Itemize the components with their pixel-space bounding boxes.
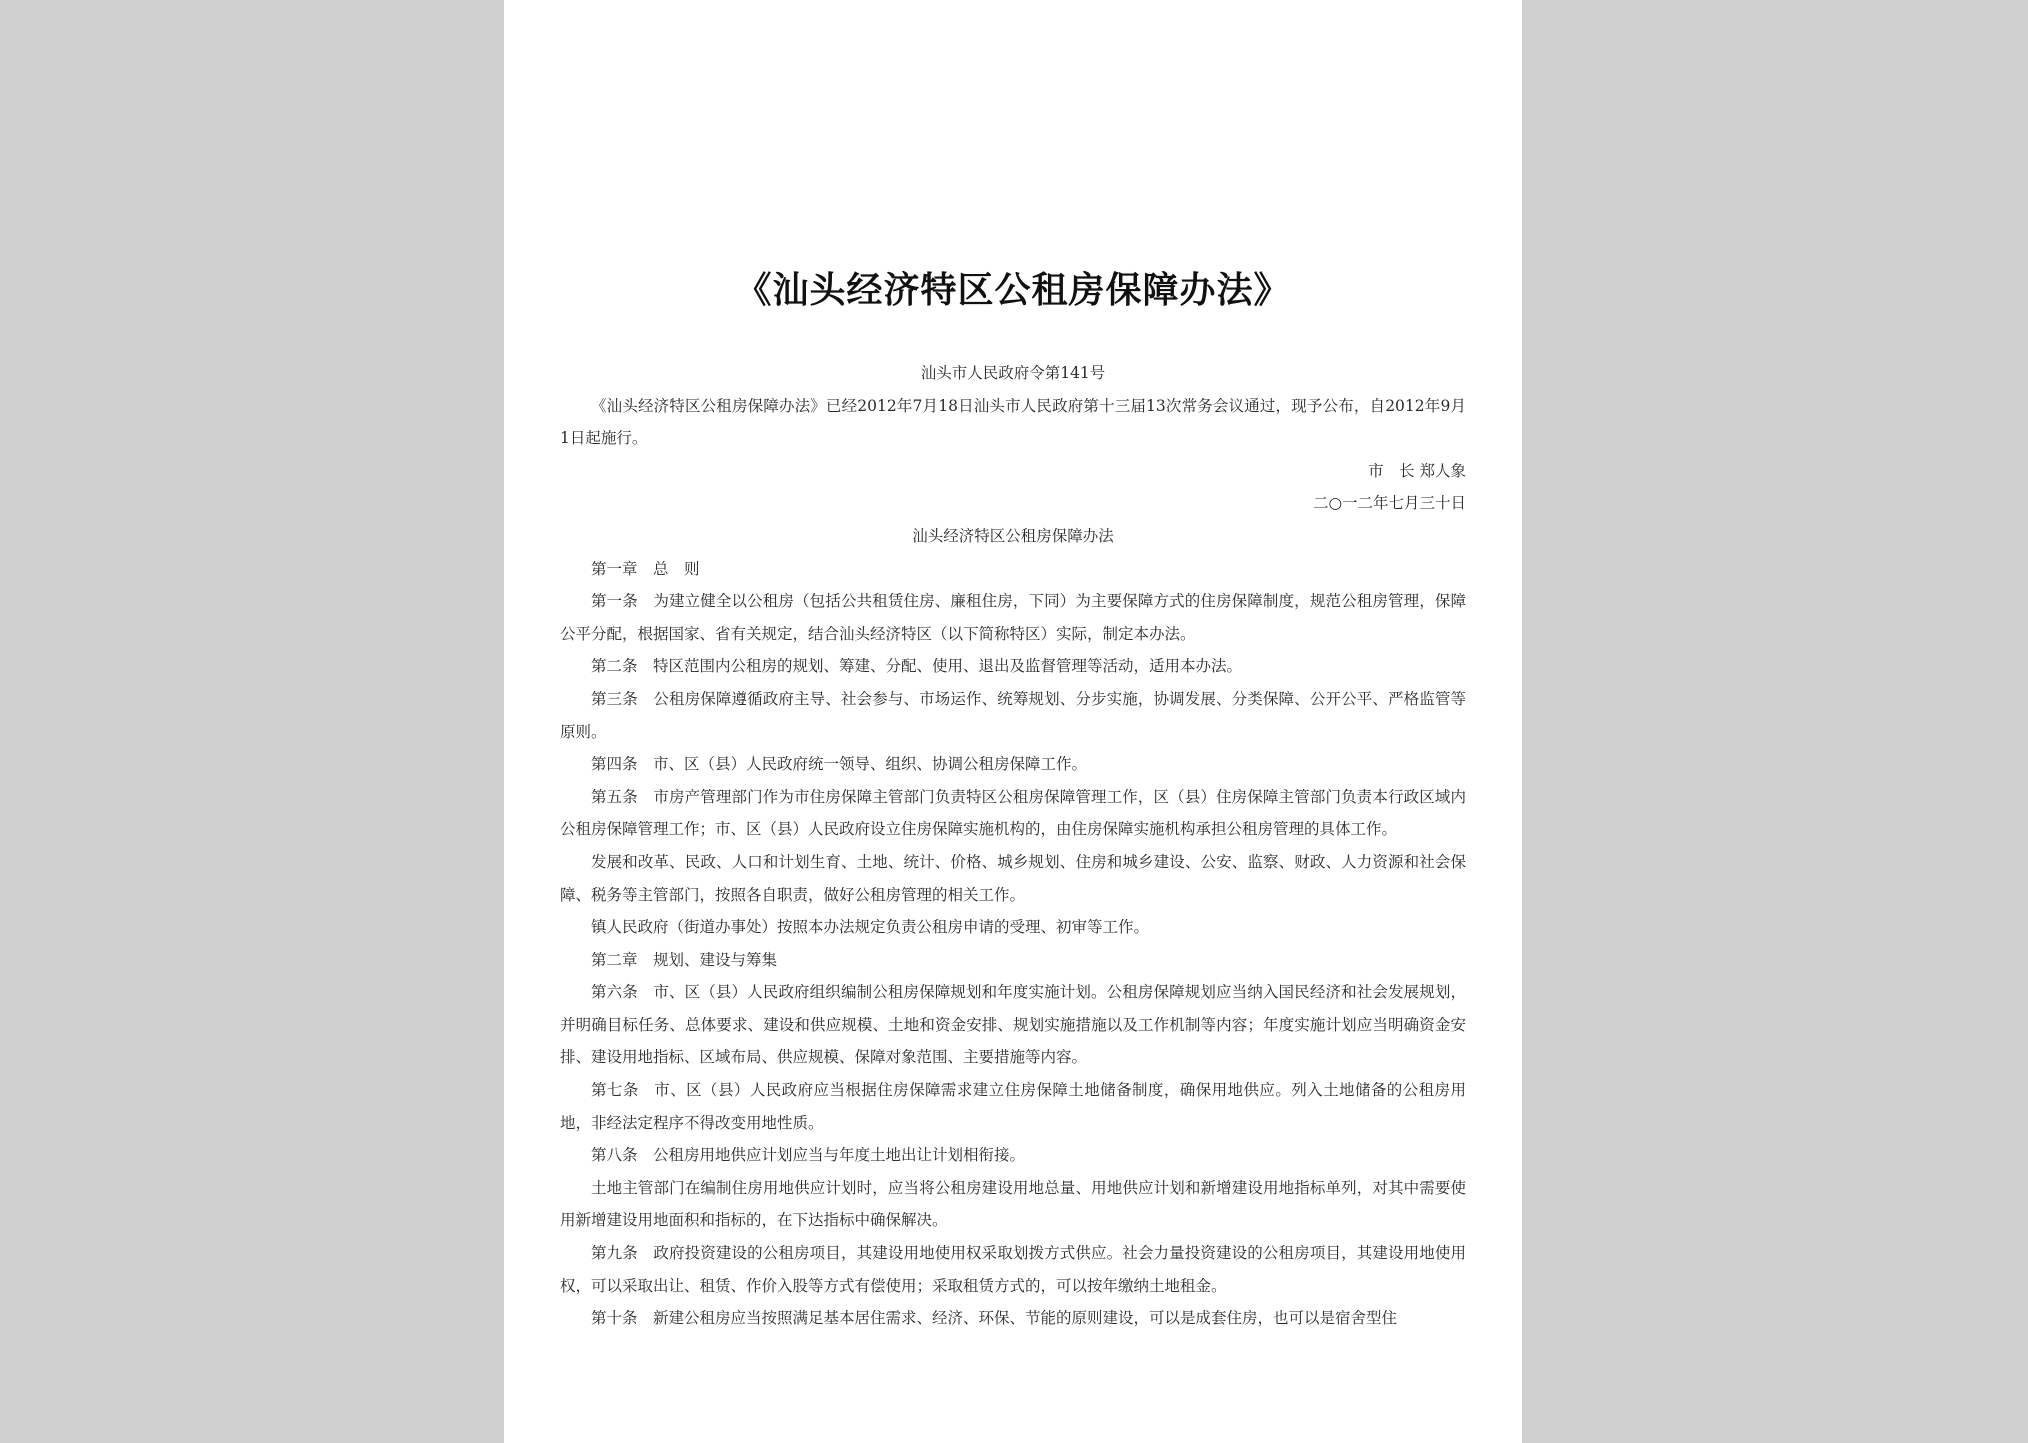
article-text: 市、区（县）人民政府应当根据住房保障需求建立住房保障土地储备制度，确保用地供应。列入土地储备的公租房用地，非经法定程序不得改变用地性质。 (560, 1081, 1466, 1132)
article-label: 第四条 (591, 755, 638, 774)
document-title: 《汕头经济特区公租房保障办法》 (735, 270, 1291, 311)
chapter-heading: 第一章 总 则 (591, 559, 700, 578)
article-6 (560, 976, 1466, 1074)
article-label: 第六条 (591, 983, 638, 1002)
article-text: 为建立健全以公租房（包括公共租赁住房、廉租住房，下同）为主要保障方式的住房保障制度，规范公租房管理，保障公平分配，根据国家、省有关规定，结合汕头经济特区（以下简称特区）实际，制定本办法。 (560, 592, 1466, 643)
article-label: 第一条 (591, 592, 638, 611)
article-label: 第七条 (591, 1081, 639, 1100)
chapter-heading: 第二章 规划、建设与筹集 (591, 950, 778, 969)
article-5 (560, 781, 1466, 846)
order-line: 汕头市人民政府令第141号 (920, 364, 1106, 382)
article-7 (560, 1074, 1466, 1139)
article-text: 市、区（县）人民政府统一领导、组织、协调公租房保障工作。 (653, 755, 1088, 774)
article-label: 第九条 (591, 1244, 638, 1263)
document-page (504, 0, 1522, 1443)
article-label: 第三条 (591, 689, 638, 708)
article-8 (560, 1139, 1466, 1172)
article-10 (560, 1302, 1466, 1335)
signature: 市 长 郑人象 (1368, 461, 1466, 480)
article-label: 第十条 (591, 1309, 638, 1328)
paragraph-departments: 发展和改革、民政、人口和计划生育、土地、统计、价格、城乡规划、住房和城乡建设、公安、监察、财政、人力资源和社会保障、税务等主管部门，按照各自职责，做好公租房管理的相关工作。 (560, 852, 1466, 904)
article-9 (560, 1237, 1466, 1302)
paragraph-land-supply: 土地主管部门在编制住房用地供应计划时，应当将公租房建设用地总量、用地供应计划和新增建设用地指标单列，对其中需要使用新增建设用地面积和指标的，在下达指标中确保解决。 (560, 1178, 1466, 1230)
intro-paragraph: 《汕头经济特区公租房保障办法》已经2012年7月18日汕头市人民政府第十三届13次常务会议通过，现予公布，自2012年9月1日起施行。 (560, 396, 1466, 448)
article-4 (560, 748, 1466, 781)
paragraph-town-government: 镇人民政府（街道办事处）按照本办法规定负责公租房申请的受理、初审等工作。 (591, 918, 1150, 937)
article-text: 公租房用地供应计划应当与年度土地出让计划相衔接。 (653, 1146, 1026, 1165)
article-text: 市、区（县）人民政府组织编制公租房保障规划和年度实施计划。公租房保障规划应当纳入国民经济和社会发展规划，并明确目标任务、总体要求、建设和供应规模、土地和资金安排、规划实施措施以及工作机制等内容；年度实施计划应当明确资金安排、建设用地指标、区域布局、供应规模、保障对象范围、主要措施等内容。 (560, 983, 1466, 1067)
regulation-subtitle: 汕头经济特区公租房保障办法 (912, 526, 1114, 545)
issue-date: 二○一二年七月三十日 (1312, 494, 1466, 513)
article-label: 第五条 (591, 787, 638, 806)
article-text: 特区范围内公租房的规划、筹建、分配、使用、退出及监督管理等活动，适用本办法。 (653, 657, 1243, 676)
article-text: 新建公租房应当按照满足基本居住需求、经济、环保、节能的原则建设，可以是成套住房，也可以是宿舍型住 (653, 1309, 1398, 1328)
document-body (560, 357, 1466, 1335)
article-label: 第二条 (591, 657, 638, 676)
article-3 (560, 683, 1466, 748)
article-2 (560, 650, 1466, 683)
article-1 (560, 585, 1466, 650)
article-label: 第八条 (591, 1146, 638, 1165)
article-text: 市房产管理部门作为市住房保障主管部门负责特区公租房保障管理工作，区（县）住房保障主管部门负责本行政区域内公租房保障管理工作；市、区（县）人民政府设立住房保障实施机构的，由住房保障实施机构承担公租房管理的具体工作。 (560, 787, 1466, 839)
article-text: 政府投资建设的公租房项目，其建设用地使用权采取划拨方式供应。社会力量投资建设的公租房项目，其建设用地使用权，可以采取出让、租赁、作价入股等方式有偿使用；采取租赁方式的，可以按年缴纳土地租金。 (560, 1244, 1466, 1295)
article-text: 公租房保障遵循政府主导、社会参与、市场运作、统筹规划、分步实施，协调发展、分类保障、公开公平、严格监管等原则。 (560, 689, 1466, 741)
